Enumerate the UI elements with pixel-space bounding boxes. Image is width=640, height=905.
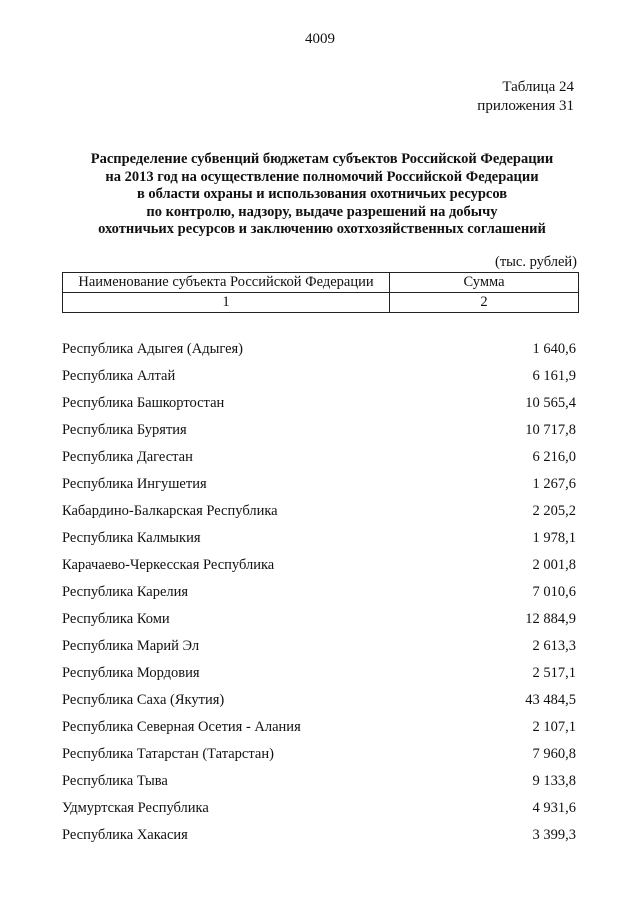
region-amount: 1 640,6 <box>532 341 576 357</box>
table-row <box>62 339 576 366</box>
region-name: Кабардино-Балкарская Республика <box>62 503 278 519</box>
header-amount-column: Сумма <box>390 273 579 293</box>
table-row <box>62 798 576 825</box>
table-row <box>62 420 576 447</box>
region-amount: 1 978,1 <box>532 530 576 546</box>
region-list <box>62 339 576 852</box>
region-amount: 2 613,3 <box>532 638 576 654</box>
table-row <box>62 447 576 474</box>
region-amount: 7 010,6 <box>532 584 576 600</box>
table-row <box>62 393 576 420</box>
units-label: (тыс. рублей) <box>495 254 577 270</box>
region-amount: 2 517,1 <box>532 665 576 681</box>
title-line: Распределение субвенций бюджетам субъектов Российской Федерации <box>90 151 554 167</box>
region-amount: 10 565,4 <box>525 395 576 411</box>
table-row <box>62 501 576 528</box>
title-line: охотничьих ресурсов и заключению охотхозяйственных соглашений <box>98 221 546 237</box>
region-amount: 12 884,9 <box>525 611 576 627</box>
region-name: Удмуртская Республика <box>62 800 209 816</box>
region-amount: 2 107,1 <box>532 719 576 735</box>
region-name: Республика Саха (Якутия) <box>62 692 225 708</box>
region-amount: 2 001,8 <box>532 557 576 573</box>
table-row <box>62 663 576 690</box>
table-reference <box>477 78 574 116</box>
title-line: по контролю, надзору, выдаче разрешений на добычу <box>146 203 498 220</box>
table-row <box>62 474 576 501</box>
table-reference-line-1: Таблица 24 <box>502 79 574 95</box>
title-line: в области охраны и использования охотничьих ресурсов <box>136 186 508 202</box>
column-number-1: 1 <box>63 293 390 313</box>
table-row <box>62 366 576 393</box>
table-row <box>62 825 576 852</box>
region-amount: 9 133,8 <box>532 773 576 789</box>
region-amount: 4 931,6 <box>532 800 576 816</box>
region-amount: 1 267,6 <box>532 476 576 492</box>
region-amount: 3 399,3 <box>532 827 576 843</box>
region-name: Республика Алтай <box>62 368 176 384</box>
region-name: Республика Мордовия <box>62 665 200 681</box>
region-name: Республика Марий Эл <box>62 638 200 654</box>
region-name: Карачаево-Черкесская Республика <box>62 557 275 573</box>
region-name: Республика Татарстан (Татарстан) <box>62 746 274 762</box>
table-row <box>62 609 576 636</box>
region-name: Республика Северная Осетия - Алания <box>62 719 301 735</box>
table-row <box>62 717 576 744</box>
region-amount: 7 960,8 <box>532 746 576 762</box>
document-title <box>60 151 584 239</box>
region-name: Республика Калмыкия <box>62 530 201 546</box>
region-name: Республика Тыва <box>62 773 168 789</box>
header-name-column: Наименование субъекта Российской Федерации <box>63 273 390 293</box>
region-name: Республика Дагестан <box>62 449 193 465</box>
region-name: Республика Карелия <box>62 584 189 600</box>
region-name: Республика Ингушетия <box>62 476 207 492</box>
column-number-2: 2 <box>390 293 579 313</box>
column-number-row <box>63 293 579 313</box>
region-name: Республика Бурятия <box>62 422 187 438</box>
table-row <box>62 528 576 555</box>
region-amount: 6 216,0 <box>532 449 576 465</box>
table-row <box>62 771 576 798</box>
table-row <box>62 744 576 771</box>
table-reference-line-2: приложения 31 <box>477 98 574 114</box>
table-row <box>62 555 576 582</box>
page-number: 4009 <box>305 31 335 47</box>
table-header <box>62 272 579 313</box>
table-row <box>62 582 576 609</box>
header-row <box>63 273 579 293</box>
region-amount: 2 205,2 <box>532 503 576 519</box>
region-amount: 6 161,9 <box>532 368 576 384</box>
region-name: Республика Коми <box>62 611 170 627</box>
title-line: на 2013 год на осуществление полномочий Российской Федерации <box>105 168 539 185</box>
table-row <box>62 636 576 663</box>
region-amount: 43 484,5 <box>525 692 576 708</box>
region-name: Республика Башкортостан <box>62 395 225 411</box>
region-name: Республика Хакасия <box>62 827 188 843</box>
region-name: Республика Адыгея (Адыгея) <box>62 341 244 357</box>
table-row <box>62 690 576 717</box>
region-amount: 10 717,8 <box>525 422 576 438</box>
